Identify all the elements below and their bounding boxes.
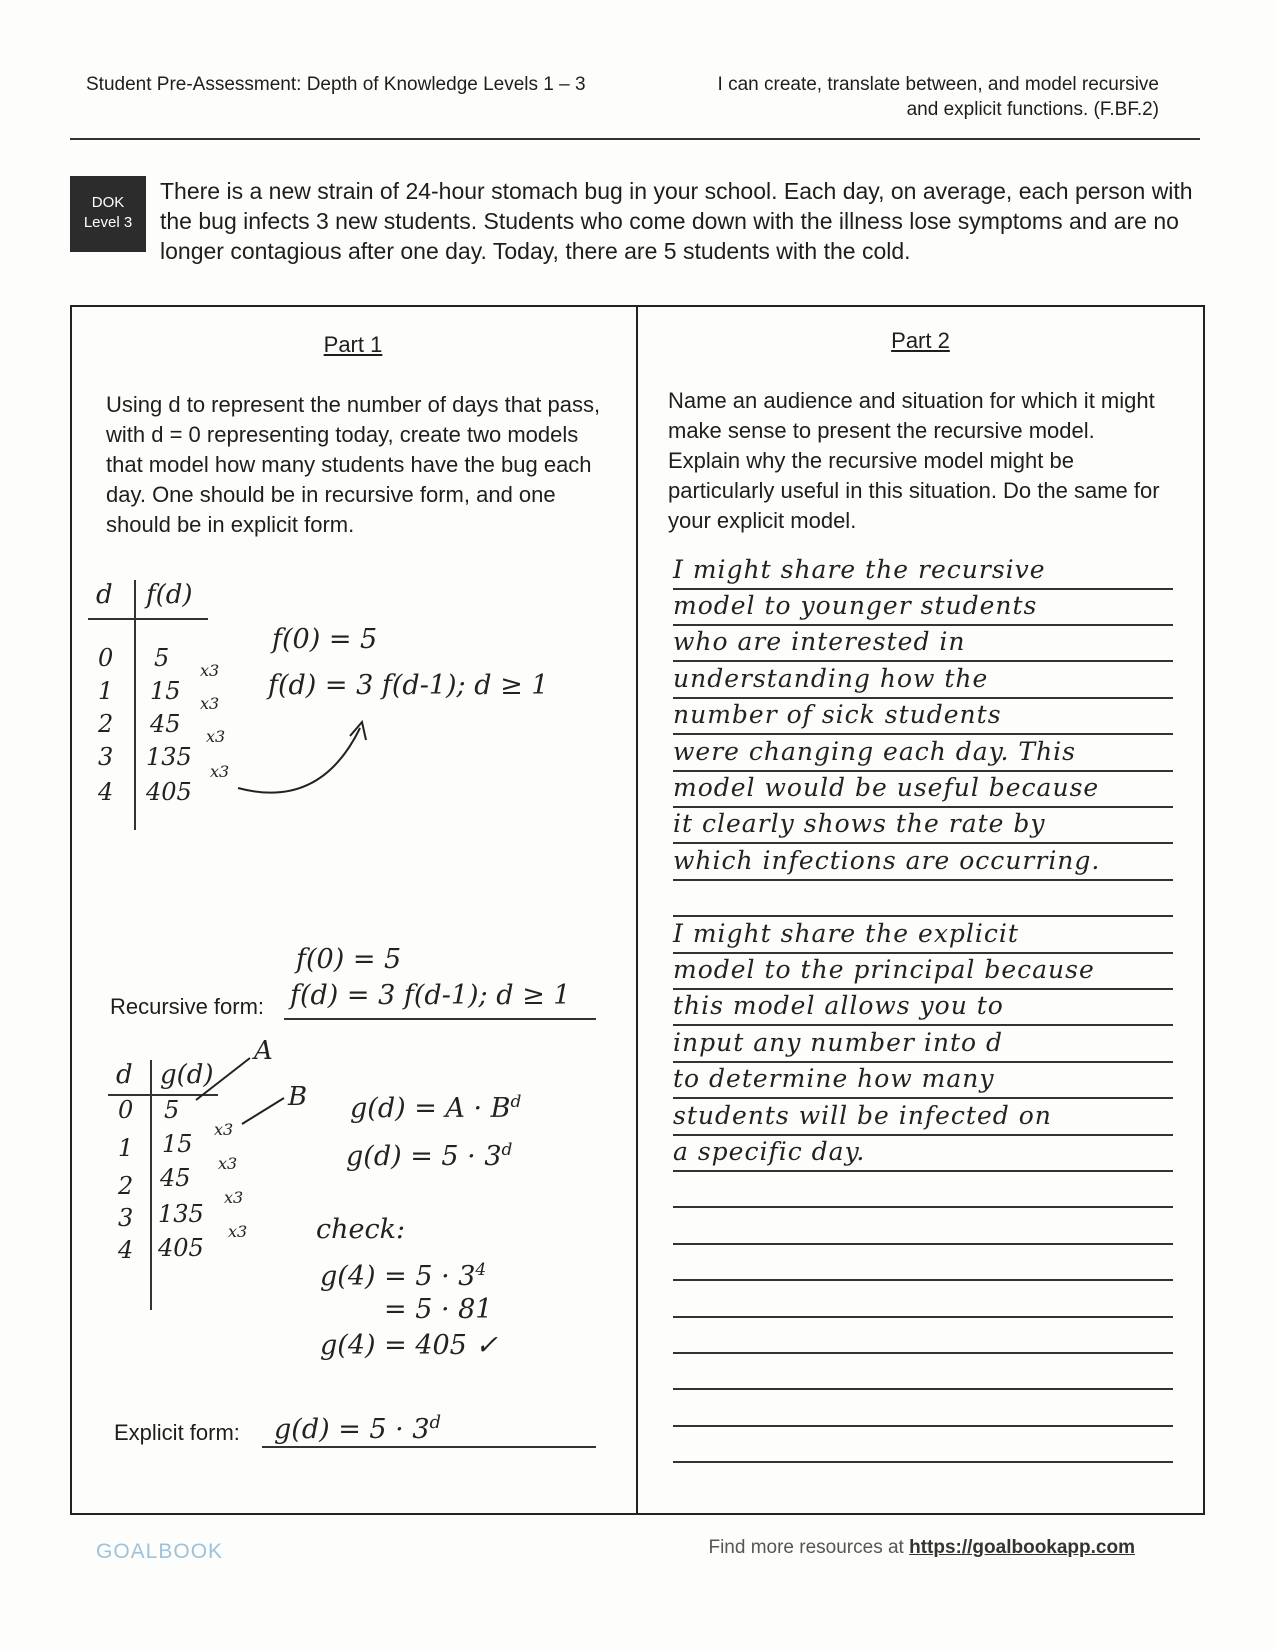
- table2-d-4: 4: [118, 1236, 134, 1264]
- footer-resources-text: Find more resources at: [708, 1537, 904, 1558]
- part2-ruled-line: [673, 1388, 1173, 1390]
- table2-g-2: 45: [160, 1164, 191, 1192]
- footer-resources: [708, 1537, 1135, 1559]
- part2-answer1-line: I might share the recursive: [673, 555, 1046, 584]
- dok-badge: [70, 176, 146, 252]
- recursive-answer-line: [284, 1018, 596, 1020]
- table2-annotation-arrows: [0, 0, 1, 1]
- table1-mult-4: x3: [210, 762, 230, 781]
- part2-ruled-line: [673, 879, 1173, 881]
- part2-answer2-line: model to the principal because: [673, 955, 1095, 984]
- part2-answer1-line: number of sick students: [673, 700, 1002, 729]
- work2-check-1-text: g(4) = 5 · 3: [320, 1261, 476, 1292]
- part2-ruled-line: [673, 697, 1173, 699]
- part2-answer1-line: model to younger students: [673, 591, 1038, 620]
- table2-vertical-rule: [150, 1060, 152, 1310]
- table1-horizontal-rule: [88, 618, 208, 620]
- part2-ruled-line: [673, 842, 1173, 844]
- column-divider: [636, 305, 638, 1515]
- table1-mult-2: x3: [200, 694, 220, 713]
- part2-answer1-line: were changing each day. This: [673, 737, 1076, 766]
- explicit-form-label: Explicit form:: [114, 1420, 240, 1445]
- explicit-answer-line: [262, 1446, 596, 1448]
- table1-f-3: 135: [146, 743, 192, 771]
- header-divider: [70, 138, 1200, 140]
- table1-header-f: f(d): [146, 580, 193, 610]
- part2-answer1-line: model would be useful because: [673, 773, 1100, 802]
- work1-base-case: f(0) = 5: [272, 624, 378, 655]
- recursive-answer-line1: f(0) = 5: [296, 944, 402, 975]
- work2-check-1-exp: 4: [475, 1260, 487, 1280]
- table2-header-d: d: [116, 1060, 133, 1090]
- part2-ruled-line: [673, 1097, 1173, 1099]
- problem-intro: There is a new strain of 24-hour stomach bug in your school. Each day, on average, each person with the bug infects 3 new students. Students who come down with the illness lose symptoms and are no longer contagious after one day. Today, there are 5 students with the cold.: [160, 178, 1193, 264]
- table2-header-g: g(d): [160, 1060, 214, 1090]
- work2-explicit-form-text: g(d) = 5 · 3: [346, 1141, 502, 1172]
- part2-answer2-line: this model allows you to: [673, 991, 1004, 1020]
- part1-title: Part 1: [323, 332, 383, 357]
- table2-g-1: 15: [162, 1130, 193, 1158]
- part2-title: Part 2: [891, 328, 950, 353]
- part2-ruled-line: [673, 1316, 1173, 1318]
- dok-badge-line2: Level 3: [83, 214, 133, 231]
- work2-check-3: g(4) = 405 ✓: [320, 1330, 499, 1361]
- table1-d-2: 2: [98, 710, 114, 738]
- table1-mult-1: x3: [200, 661, 220, 680]
- work2-check-1: [320, 1260, 486, 1292]
- table2-mult-2: x3: [218, 1154, 238, 1173]
- part2-ruled-line: [673, 770, 1173, 772]
- table1-f-0: 5: [154, 644, 170, 672]
- table1-mult-3: x3: [206, 727, 226, 746]
- part2-ruled-line: [673, 806, 1173, 808]
- part2-ruled-line: [673, 1352, 1173, 1354]
- part2-answer1-line: who are interested in: [673, 627, 966, 656]
- table2-g-0: 5: [164, 1096, 180, 1124]
- part2-ruled-line: [673, 1134, 1173, 1136]
- recursive-form-label: Recursive form:: [110, 994, 265, 1019]
- part2-answer2-line: to determine how many: [673, 1064, 995, 1093]
- table2-mult-3: x3: [224, 1188, 244, 1207]
- part1-prompt: Using d to represent the number of days that pass, with d = 0 representing today, create two models that model how many students have the bug each day. One should be in recursive form, and one should be in explicit form.: [106, 392, 601, 537]
- dok-badge-line1: DOK: [91, 194, 125, 211]
- recursive-answer-line2: f(d) = 3 f(d-1); d ≥ 1: [290, 980, 571, 1011]
- part2-ruled-line: [673, 952, 1173, 954]
- learning-target: [639, 72, 1159, 122]
- table2-d-1: 1: [118, 1134, 134, 1162]
- explicit-answer-text: g(d) = 5 · 3: [274, 1414, 430, 1445]
- table2-label-a: A: [254, 1036, 273, 1066]
- table1-f-4: 405: [146, 778, 192, 806]
- work2-general-form-exp: d: [510, 1092, 522, 1112]
- table1-d-0: 0: [98, 644, 114, 672]
- table2-d-0: 0: [118, 1096, 134, 1124]
- work1-recursive-rule: f(d) = 3 f(d-1); d ≥ 1: [268, 670, 549, 701]
- work2-check-label: check:: [316, 1214, 406, 1245]
- part2-ruled-line: [673, 1206, 1173, 1208]
- table2-mult-4: x3: [228, 1222, 248, 1241]
- assessment-title: Student Pre-Assessment: Depth of Knowledge Levels 1 – 3: [86, 74, 586, 95]
- part2-answer1-line: which infections are occurring.: [673, 846, 1101, 875]
- learning-target-line2: and explicit functions. (F.BF.2): [906, 99, 1159, 120]
- table1-d-4: 4: [98, 778, 114, 806]
- table2-g-3: 135: [158, 1200, 204, 1228]
- part2-ruled-line: [673, 1279, 1173, 1281]
- learning-target-line1: I can create, translate between, and model recursive: [717, 74, 1159, 95]
- explicit-answer: [274, 1412, 441, 1445]
- part2-ruled-line: [673, 588, 1173, 590]
- part2-ruled-line: [673, 1061, 1173, 1063]
- part2-answer2-line: I might share the explicit: [673, 919, 1019, 948]
- part2-prompt: Name an audience and situation for which it might make sense to present the recursive model. Explain why the recursive model might be particularly useful in this situation. Do the same for your explicit model.: [668, 388, 1160, 533]
- table2-g-4: 405: [158, 1234, 204, 1262]
- table1-d-3: 3: [98, 743, 114, 771]
- part2-ruled-line: [673, 733, 1173, 735]
- work2-general-form-text: g(d) = A · B: [350, 1093, 511, 1124]
- part2-answer1-line: understanding how the: [673, 664, 989, 693]
- part2-ruled-line: [673, 915, 1173, 917]
- part2-ruled-line: [673, 1425, 1173, 1427]
- table1-f-2: 45: [150, 710, 181, 738]
- table2-d-2: 2: [118, 1172, 134, 1200]
- part2-ruled-line: [673, 1243, 1173, 1245]
- part2-answer1-line: it clearly shows the rate by: [673, 809, 1046, 838]
- part2-answer2-line: input any number into d: [673, 1028, 1004, 1057]
- work2-explicit-form: [346, 1140, 512, 1172]
- work2-general-form: [350, 1092, 521, 1124]
- table2-mult-1: x3: [214, 1120, 234, 1139]
- table2-d-3: 3: [118, 1204, 134, 1232]
- part2-ruled-line: [673, 1024, 1173, 1026]
- table1-f-1: 15: [150, 677, 181, 705]
- table2-label-b: B: [288, 1082, 308, 1112]
- work2-explicit-form-exp: d: [501, 1140, 513, 1160]
- table1-header-d: d: [96, 580, 113, 610]
- part2-ruled-line: [673, 660, 1173, 662]
- work2-check-2: = 5 · 81: [384, 1294, 493, 1325]
- table1-d-1: 1: [98, 677, 114, 705]
- goalbook-logo: GOALBOOK: [96, 1540, 224, 1563]
- explicit-answer-exp: d: [429, 1412, 442, 1433]
- part2-ruled-line: [673, 624, 1173, 626]
- part2-answer2-line: students will be infected on: [673, 1101, 1052, 1130]
- goalbook-link[interactable]: https://goalbookapp.com: [909, 1537, 1135, 1558]
- part2-ruled-line: [673, 988, 1173, 990]
- part2-answer2-line: a specific day.: [673, 1137, 866, 1166]
- part2-ruled-line: [673, 1170, 1173, 1172]
- part2-ruled-line: [673, 1461, 1173, 1463]
